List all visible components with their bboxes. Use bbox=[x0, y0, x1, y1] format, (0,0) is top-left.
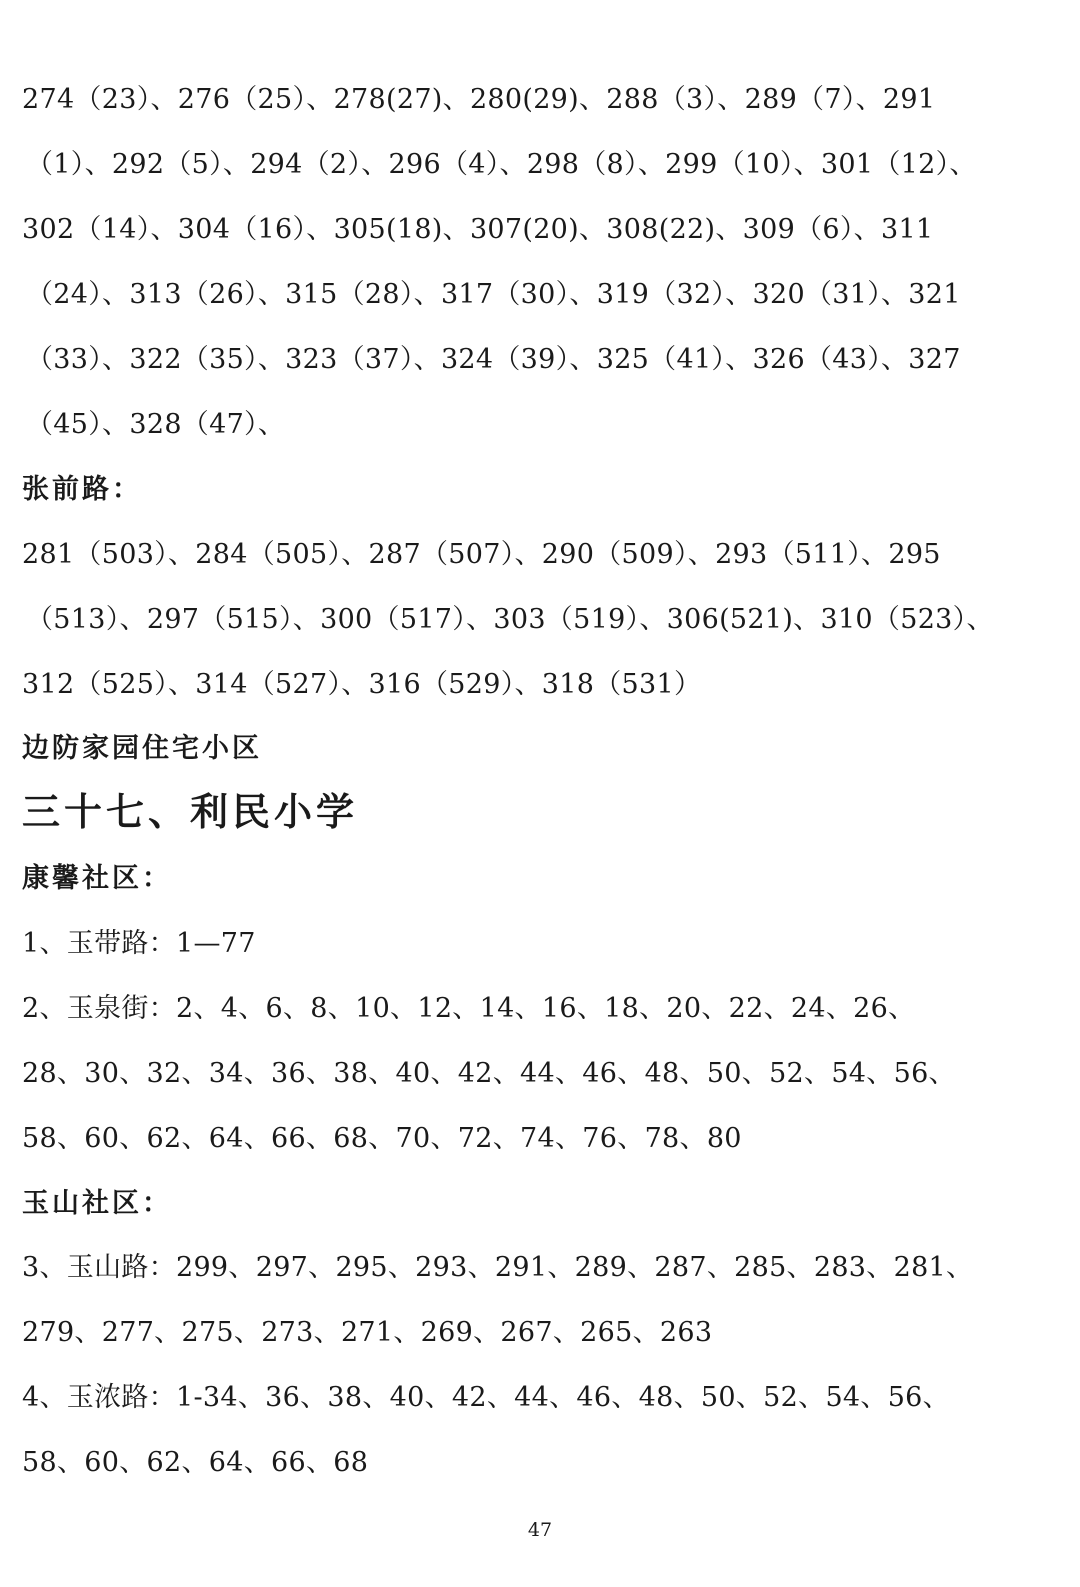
text-line: 302（14）、304（16）、305(18)、307(20)、308(22)、309（6）、311 bbox=[22, 214, 934, 245]
community-heading: 康馨社区： bbox=[22, 863, 172, 894]
text-line: （33）、322（35）、323（37）、324（39）、325（41）、326（43）、327 bbox=[26, 344, 961, 375]
text-line: 274（23）、276（25）、278(27)、280(29)、288（3）、289（7）、291 bbox=[22, 84, 936, 115]
text-line: 2、玉泉街：2、4、6、8、10、12、14、16、18、20、22、24、26、 bbox=[22, 993, 916, 1024]
page-number: 47 bbox=[527, 1519, 553, 1541]
text-line: 279、277、275、273、271、269、267、265、263 bbox=[22, 1317, 713, 1348]
text-line: （24）、313（26）、315（28）、317（30）、319（32）、320（31）、321 bbox=[26, 279, 961, 310]
text-line: （45）、328（47）、 bbox=[26, 409, 286, 440]
community-heading: 玉山社区： bbox=[22, 1188, 172, 1219]
street-heading: 张前路： bbox=[22, 474, 142, 505]
text-line: 4、玉浓路：1-34、36、38、40、42、44、46、48、50、52、54、56、 bbox=[22, 1382, 950, 1413]
school-title: 三十七、利民小学 bbox=[22, 790, 359, 834]
text-line: 281（503）、284（505）、287（507）、290（509）、293（511）、295 bbox=[22, 539, 941, 570]
text-line: （1）、292（5）、294（2）、296（4）、298（8）、299（10）、301（12）、 bbox=[26, 149, 977, 180]
text-line: 1、玉带路：1—77 bbox=[22, 928, 256, 959]
text-line: 58、60、62、64、66、68、70、72、74、76、78、80 bbox=[22, 1123, 742, 1154]
text-line: 312（525）、314（527）、316（529）、318（531） bbox=[22, 669, 702, 700]
text-line: 28、30、32、34、36、38、40、42、44、46、48、50、52、54、56、 bbox=[22, 1058, 956, 1089]
text-line: 58、60、62、64、66、68 bbox=[22, 1447, 369, 1478]
text-line: （513）、297（515）、300（517）、303（519）、306(521)、310（523）、 bbox=[26, 604, 994, 635]
residential-area-heading: 边防家园住宅小区 bbox=[22, 733, 262, 764]
text-line: 3、玉山路：299、297、295、293、291、289、287、285、283、281、 bbox=[22, 1252, 974, 1283]
